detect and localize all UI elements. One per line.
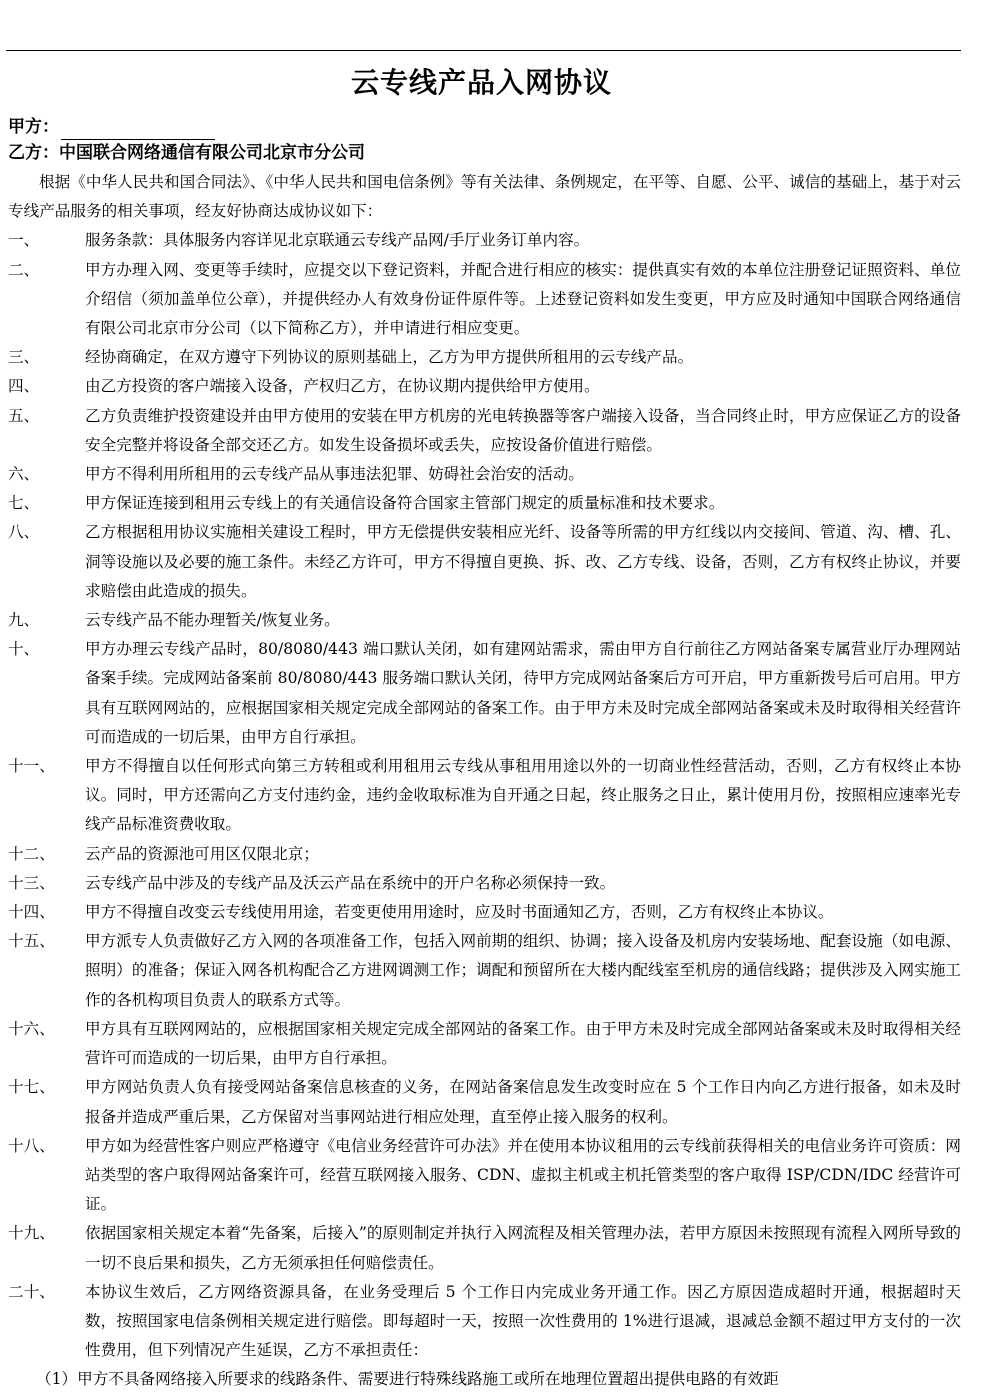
clause-item <box>8 489 961 518</box>
clause-item <box>8 256 961 344</box>
clause-number: 五、 <box>8 406 40 425</box>
clause-item <box>8 927 961 1015</box>
clause-text: 甲方办理云专线产品时，80/8080/443 端口默认关闭，如有建网站需求，需由甲方自行前往乙方网站备案专属营业厅办理网站备案手续。完成网站备案前 80/8080/443 服务端口默认关闭，待甲方完成网站备案后方可开启，甲方重新拨号后可启用。甲方具有互联网网站的，应根据国家相关规定完成全部网站的备案工作。由于甲方未及时完成全部网站备案或未及时取得相关经营许可而造成的一切后果，由甲方自行承担。 <box>85 640 961 746</box>
clause-text: 甲方具有互联网网站的，应根据国家相关规定完成全部网站的备案工作。由于甲方未及时完成全部网站备案或未及时取得相关经营许可而造成的一切后果，由甲方自行承担。 <box>85 1019 961 1068</box>
clause-item <box>8 869 961 898</box>
clause-item <box>8 1073 961 1131</box>
clause-item <box>8 606 961 635</box>
clause-item <box>8 343 961 372</box>
clause-number: 十八、 <box>8 1136 55 1155</box>
clause-text: 甲方不得利用所租用的云专线产品从事违法犯罪、妨碍社会治安的活动。 <box>85 465 585 484</box>
clause-text: 甲方不得擅自以任何形式向第三方转租或利用租用云专线从事租用用途以外的一切商业性经营活动，否则，乙方有权终止本协议。同时，甲方还需向乙方支付违约金，违约金收取标准为自开通之日起，终止服务之日止，累计使用月份，按照相应速率光专线产品标准资费收取。 <box>85 757 961 834</box>
clause-number: 八、 <box>8 523 40 542</box>
intro-paragraph: 根据《中华人民共和国合同法》、《中华人民共和国电信条例》等有关法律、条例规定，在平等、自愿、公平、诚信的基础上，基于对云专线产品服务的相关事项，经友好协商达成协议如下： <box>8 173 961 221</box>
clause-text: 云产品的资源池可用区仅限北京； <box>85 844 319 863</box>
clause-text: 甲方保证连接到租用云专线上的有关通信设备符合国家主管部门规定的质量标准和技术要求。 <box>85 494 725 513</box>
clause-item <box>8 402 961 460</box>
clause-item <box>8 1132 961 1220</box>
clause-text: 乙方根据租用协议实施相关建设工程时，甲方无偿提供安装相应光纤、设备等所需的甲方红线以内交接间、管道、沟、槽、孔、洞等设施以及必要的施工条件。未经乙方许可，甲方不得擅自更换、拆、改、乙方专线、设备，否则，乙方有权终止协议，并要求赔偿由此造成的损失。 <box>85 523 961 600</box>
clause-text: 甲方派专人负责做好乙方入网的各项准备工作，包括入网前期的组织、协调；接入设备及机房内安装场地、配套设施（如电源、照明）的准备；保证入网各机构配合乙方进网调测工作；调配和预留所在大楼内配线室至机房的通信线路；提供涉及入网实施工作的各机构项目负责人的联系方式等。 <box>85 932 961 1009</box>
clause-number: 十、 <box>8 640 40 659</box>
clause-number: 十六、 <box>8 1019 55 1038</box>
party-a-blank <box>61 121 215 140</box>
clause-number: 十七、 <box>8 1078 55 1097</box>
clause-list <box>8 226 961 1365</box>
clause-number: 十三、 <box>8 873 55 892</box>
clause-item <box>8 1278 961 1366</box>
party-a-line <box>8 114 215 140</box>
clause-number: 十九、 <box>8 1224 55 1243</box>
clause-item <box>8 898 961 927</box>
clause-text: 甲方不得擅自改变云专线使用用途，若变更使用用途时，应及时书面通知乙方，否则，乙方有权终止本协议。 <box>85 903 834 922</box>
clause-number: 三、 <box>8 348 40 367</box>
clause-text: 云专线产品不能办理暂关/恢复业务。 <box>85 611 340 630</box>
clause-number: 六、 <box>8 465 40 484</box>
clause-item <box>8 635 961 752</box>
clause-text: 服务条款：具体服务内容详见北京联通云专线产品网/手厅业务订单内容。 <box>85 231 590 250</box>
clause-text: 乙方负责维护投资建设并由甲方使用的安装在甲方机房的光电转换器等客户端接入设备，当合同终止时，甲方应保证乙方的设备安全完整并将设备全部交还乙方。如发生设备损坏或丢失，应按设备价值进行赔偿。 <box>85 406 961 454</box>
page-title: 云专线产品入网协议 <box>350 66 612 99</box>
clause-number: 九、 <box>8 611 40 630</box>
clause-number: 十二、 <box>8 844 55 863</box>
sub-item: （1）甲方不具备网络接入所要求的线路条件、需要进行特殊线路施工或所在地理位置超出提供电路的有效距 <box>36 1370 779 1389</box>
clause-text: 甲方办理入网、变更等手续时，应提交以下登记资料，并配合进行相应的核实：提供真实有效的本单位注册登记证照资料、单位介绍信（须加盖单位公章），并提供经办人有效身份证件原件等。上述登记资料如发生变更，甲方应及时通知中国联合网络通信有限公司北京市分公司（以下简称乙方），并申请进行相应变更。 <box>85 260 961 338</box>
clause-item <box>8 226 961 255</box>
clause-item <box>8 1015 961 1073</box>
clause-item <box>8 1219 961 1277</box>
clause-item <box>8 518 961 606</box>
clause-number: 二十、 <box>8 1282 55 1301</box>
header-rule <box>6 50 961 51</box>
party-b-line: 乙方：中国联合网络通信有限公司北京市分公司 <box>8 143 365 163</box>
clause-text: 甲方网站负责人负有接受网站备案信息核查的义务，在网站备案信息发生改变时应在 5 个工作日内向乙方进行报备，如未及时报备并造成严重后果，乙方保留对当事网站进行相应处理，直至停止接入服务的权利。 <box>85 1078 961 1126</box>
clause-text: 经协商确定，在双方遵守下列协议的原则基础上，乙方为甲方提供所租用的云专线产品。 <box>85 348 694 367</box>
clause-item <box>8 372 961 401</box>
clause-item <box>8 460 961 489</box>
clause-number: 十四、 <box>8 903 55 922</box>
clause-number: 四、 <box>8 377 40 396</box>
clause-number: 十五、 <box>8 932 55 951</box>
clause-text: 由乙方投资的客户端接入设备，产权归乙方，在协议期内提供给甲方使用。 <box>85 377 600 396</box>
clause-text: 云专线产品中涉及的专线产品及沃云产品在系统中的开户名称必须保持一致。 <box>85 873 616 892</box>
clause-number: 一、 <box>8 231 40 250</box>
clause-text: 本协议生效后，乙方网络资源具备，在业务受理后 5 个工作日内完成业务开通工作。因乙方原因造成超时开通，根据超时天数，按照国家电信条例相关规定进行赔偿。即每超时一天，按照一次性费用的 1%进行退减，退减总金额不超过甲方支付的一次性费用，但下列情况产生延误，乙方不承担责任： <box>85 1282 961 1360</box>
clause-text: 甲方如为经营性客户则应严格遵守《电信业务经营许可办法》并在使用本协议租用的云专线前获得相关的电信业务许可资质：网站类型的客户取得网站备案许可，经营互联网接入服务、CDN、虚拟主机或主机托管类型的客户取得 ISP/CDN/IDC 经营许可证。 <box>85 1136 961 1214</box>
clause-text: 依据国家相关规定本着“先备案，后接入”的原则制定并执行入网流程及相关管理办法，若甲方原因未按照现有流程入网所导致的一切不良后果和损失，乙方无须承担任何赔偿责任。 <box>85 1224 961 1272</box>
clause-number: 七、 <box>8 494 40 513</box>
clause-number: 十一、 <box>8 757 55 776</box>
clause-item <box>8 752 961 840</box>
clause-item <box>8 840 961 869</box>
party-a-label: 甲方： <box>8 117 59 137</box>
agreement-body <box>8 168 961 1395</box>
clause-number: 二、 <box>8 260 40 279</box>
